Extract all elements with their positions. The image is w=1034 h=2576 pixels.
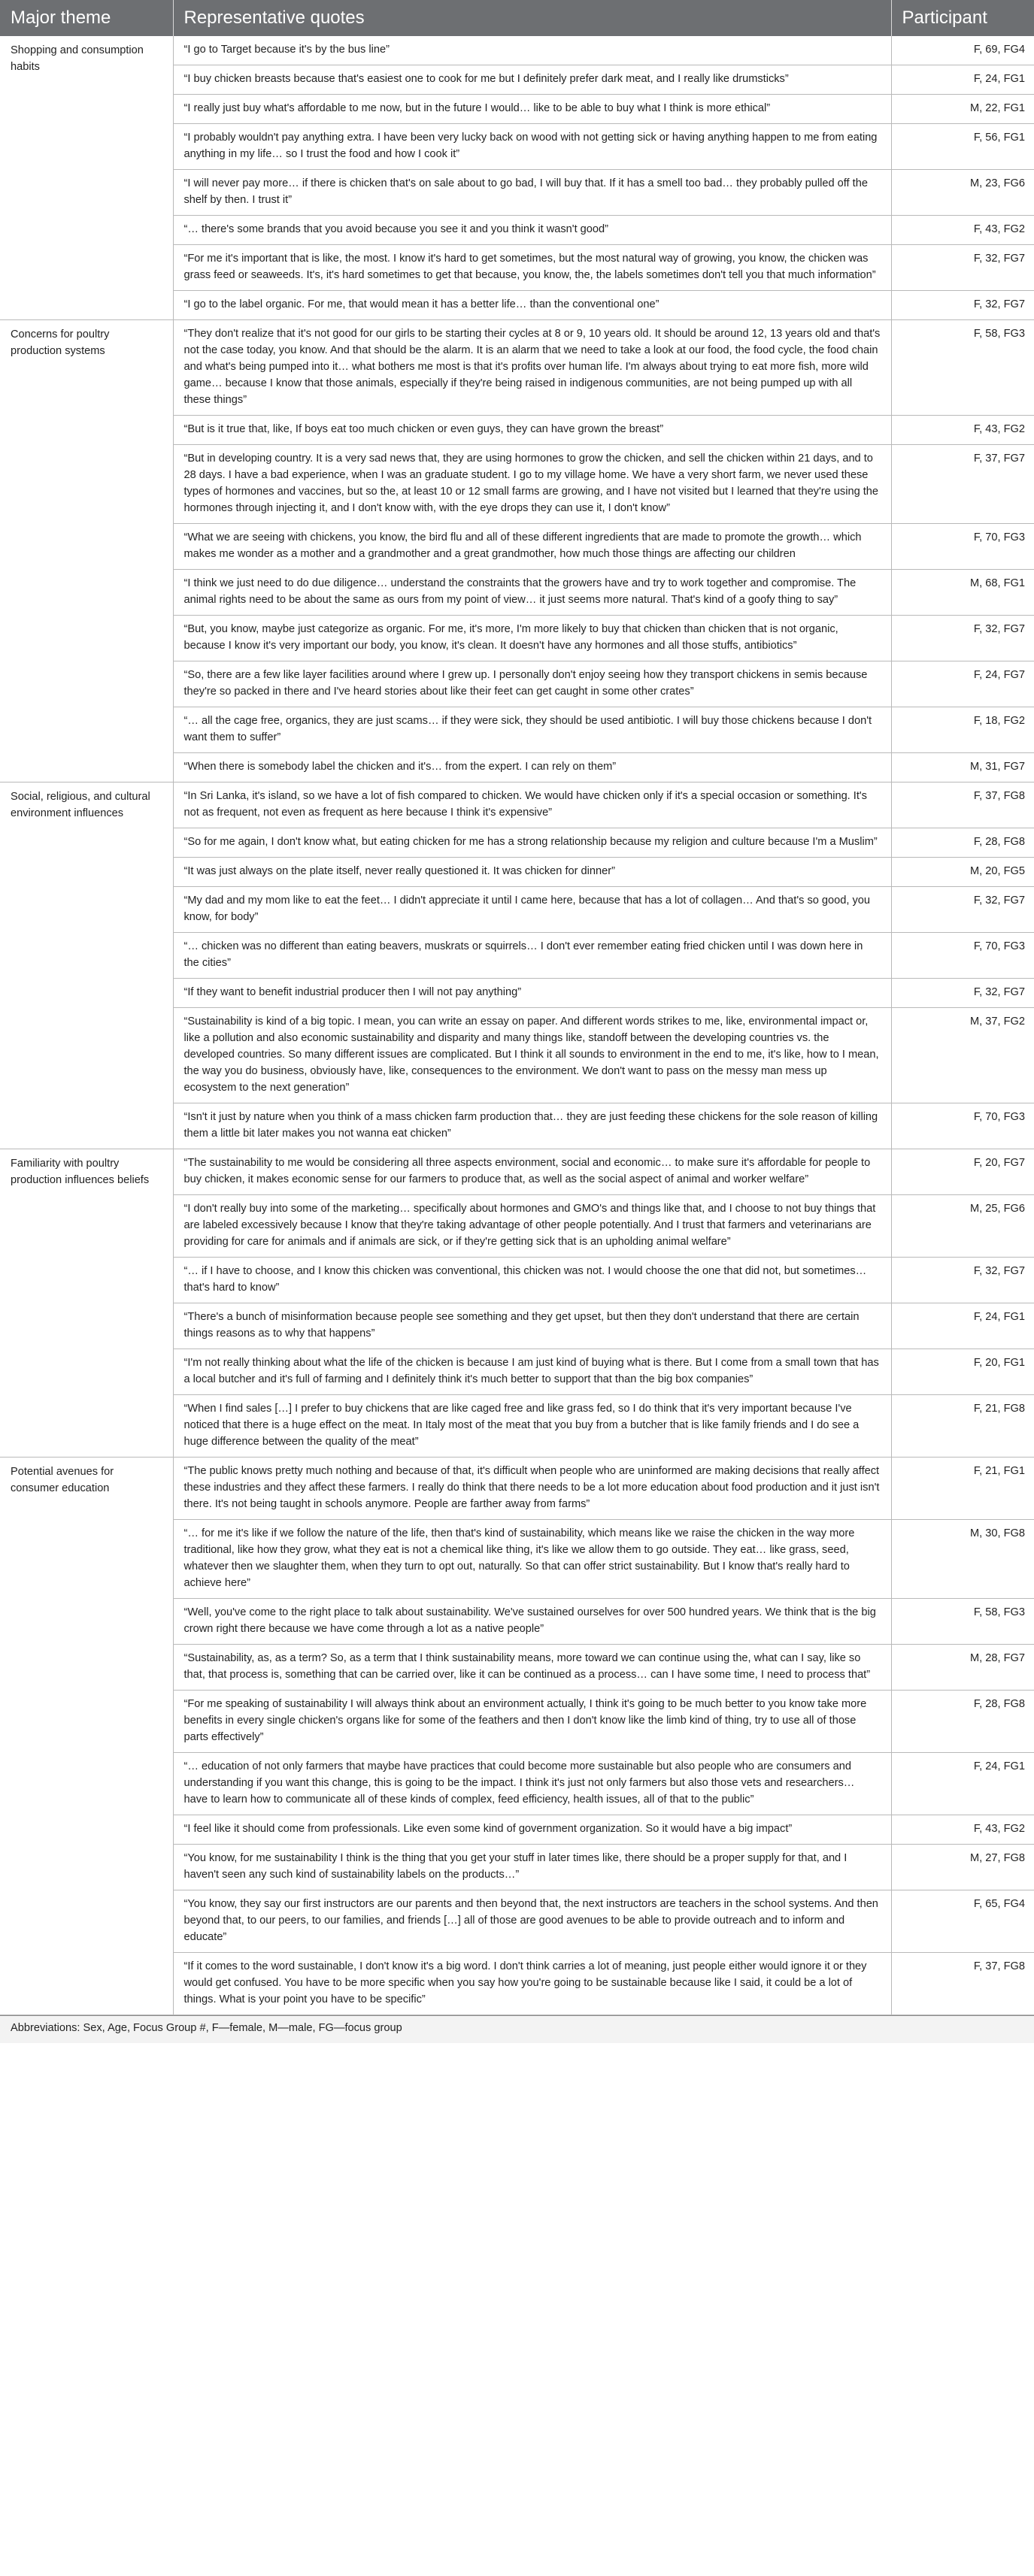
major-theme-cell: Shopping and consumption habits — [0, 36, 173, 320]
quote-cell: “But is it true that, like, If boys eat too much chicken or even guys, they can have grown the breast” — [173, 416, 891, 445]
participant-cell: M, 20, FG5 — [891, 858, 1034, 887]
quote-cell: “I go to the label organic. For me, that would mean it has a better life… than the conventional one” — [173, 291, 891, 320]
quote-cell: “My dad and my mom like to eat the feet… I didn't appreciate it until I came here, because that has a lot of collagen… And that's so good, you know, for body” — [173, 887, 891, 933]
quote-cell: “I feel like it should come from professionals. Like even some kind of government organization. So it would have a big impact” — [173, 1815, 891, 1845]
participant-cell: F, 43, FG2 — [891, 216, 1034, 245]
quote-cell: “When I find sales […] I prefer to buy chickens that are like caged free and like grass fed, so I do think that it's very important because I've noticed that there is a huge effect on the meat. In Italy most of the meat that you buy from a butcher that is like family friends and I do see a huge difference between the quality of the meat” — [173, 1395, 891, 1458]
participant-cell: F, 24, FG7 — [891, 661, 1034, 707]
table-header-row — [0, 0, 1034, 36]
participant-cell: F, 28, FG8 — [891, 1691, 1034, 1753]
quote-cell: “I really just buy what's affordable to me now, but in the future I would… like to be able to buy what I think is more ethical” — [173, 95, 891, 124]
participant-cell: F, 18, FG2 — [891, 707, 1034, 753]
participant-cell: F, 37, FG8 — [891, 1953, 1034, 2015]
participant-cell: F, 43, FG2 — [891, 1815, 1034, 1845]
participant-cell: F, 65, FG4 — [891, 1890, 1034, 1953]
quote-cell: “So for me again, I don't know what, but eating chicken for me has a strong relationship because my religion and culture because I'm a Muslim” — [173, 828, 891, 858]
participant-cell: M, 23, FG6 — [891, 170, 1034, 216]
quote-cell: “… all the cage free, organics, they are just scams… if they were sick, they should be used antibiotic. I will buy those chickens because I don't want them to suffer” — [173, 707, 891, 753]
quote-cell: “I don't really buy into some of the marketing… specifically about hormones and GMO's and things like that, and I choose to not buy things that are labeled excessively because I know that they're taking advantage of other people potentially. And I trust that farmers and veterinarians are providing for care for animals and if animals are sick, or if they're getting sick that is an upholding animal welfare” — [173, 1195, 891, 1258]
quote-cell: “… there's some brands that you avoid because you see it and you think it wasn't good” — [173, 216, 891, 245]
quote-cell: “There's a bunch of misinformation because people see something and they get upset, but then they don't understand that there are certain things reasons as to why that happens” — [173, 1303, 891, 1349]
major-theme-cell: Potential avenues for consumer education — [0, 1458, 173, 2015]
participant-cell: F, 37, FG8 — [891, 782, 1034, 828]
quote-cell: “The sustainability to me would be considering all three aspects environment, social and economic… to make sure it's affordable for people to buy chicken, it makes economic sense for our farmers to produce that, as well as the social aspect of animal and worker welfare” — [173, 1149, 891, 1195]
participant-cell: F, 32, FG7 — [891, 616, 1034, 661]
quote-cell: “Isn't it just by nature when you think of a mass chicken farm production that… they are just feeding these chickens for the sole reason of killing them a little bit later makes you not wanna eat chicken” — [173, 1103, 891, 1149]
table-row — [0, 1149, 1034, 1195]
participant-cell: F, 24, FG1 — [891, 1753, 1034, 1815]
participant-cell: F, 21, FG1 — [891, 1458, 1034, 1520]
major-theme-cell: Social, religious, and cultural environment influences — [0, 782, 173, 1149]
table-body — [0, 36, 1034, 2015]
participant-cell: M, 68, FG1 — [891, 570, 1034, 616]
participant-cell: F, 56, FG1 — [891, 124, 1034, 170]
participant-cell: M, 22, FG1 — [891, 95, 1034, 124]
quote-cell: “… education of not only farmers that maybe have practices that could become more sustainable but also people who are consumers and understanding if you want this change, this is going to be the impact. I think it's just not only farmers but also those vets and researchers… have to learn how to communicate all of these kinds of complex, feed efficiency, health issues, all of that to the public” — [173, 1753, 891, 1815]
quote-cell: “But, you know, maybe just categorize as organic. For me, it's more, I'm more likely to buy that chicken than chicken that is not organic, because I know it's very important our body, you know, it's clean. It doesn't have any hormones and all those stuffs, antibiotics” — [173, 616, 891, 661]
participant-cell: F, 24, FG1 — [891, 1303, 1034, 1349]
quote-cell: “… chicken was no different than eating beavers, muskrats or squirrels… I don't ever remember eating fried chicken until I was down here in the cities” — [173, 933, 891, 979]
quote-cell: “They don't realize that it's not good for our girls to be starting their cycles at 8 or 9, 10 years old. It should be around 12, 13 years old and that's not the case today, you know. And that should be the alarm. It is an alarm that we need to take a look at our food, the food cycle, the food chain and what's being pumped into it… what bothers me most is that it's profits over human life. I'm always about trying to eat more fish, more wild game… because I know that those animals, especially if they're being raised in indigenous communities, are not being pumped up with all these things” — [173, 320, 891, 416]
quote-cell: “If it comes to the word sustainable, I don't know it's a big word. I don't think carries a lot of meaning, just people either would ignore it or they would get confused. You have to be more specific when you say how you're going to be sustainable because like I said, it could be a lot of things. What is your point you have to be specific” — [173, 1953, 891, 2015]
participant-cell: F, 58, FG3 — [891, 320, 1034, 416]
quote-cell: “… for me it's like if we follow the nature of the life, then that's kind of sustainability, which means like we raise the chicken in the way more traditional, like how they grow, what they eat is not a chemical like thing, it's like we allow them to go outside. They eat… like grass, seed, whatever then we slaughter them, when they turn to opt out, naturally. So that can offer strict sustainability. But I know that's really hard to achieve here” — [173, 1520, 891, 1599]
quote-cell: “Sustainability, as, as a term? So, as a term that I think sustainability means, more toward we can continue using the, what can I say, like so that, that process is, something that can be carried over, like it can be continued as a process… can I have some time, I need to process that” — [173, 1645, 891, 1691]
quote-cell: “So, there are a few like layer facilities around where I grew up. I personally don't enjoy seeing how they transport chickens in semis because they're so packed in there and I've heard stories about like their feet can get caught in some other crates” — [173, 661, 891, 707]
quote-cell: “You know, for me sustainability I think is the thing that you get your stuff in later times like, there should be a proper supply for that, and I haven't seen any such kind of sustainability labels on the products…” — [173, 1845, 891, 1890]
quote-cell: “I go to Target because it's by the bus line” — [173, 36, 891, 65]
quote-cell: “But in developing country. It is a very sad news that, they are using hormones to grow the chicken, and sell the chicken within 21 days, and to 28 days. I have a bad experience, when I was an graduate student. I go to my village home. We have a very short farm, we never used these types of hormones and vaccines, but so the, at least 10 or 12 small farms are growing, and I have not visited but I learned that they're using the hormones through injecting it, and I don't know with, with the eye drops they can use it, I don't know” — [173, 445, 891, 524]
participant-cell: M, 31, FG7 — [891, 753, 1034, 782]
table-row — [0, 782, 1034, 828]
table-row — [0, 36, 1034, 65]
quote-cell: “The public knows pretty much nothing and because of that, it's difficult when people who are uninformed are making decisions that really affect these industries and they affect these farmers. I really do think that there needs to be a lot more education about food production and it just isn't there. It's not being taught in schools anymore. People are farther away from farms” — [173, 1458, 891, 1520]
quote-cell: “If they want to benefit industrial producer then I will not pay anything” — [173, 979, 891, 1008]
quote-cell: “I buy chicken breasts because that's easiest one to cook for me but I definitely prefer dark meat, and I really like drumsticks” — [173, 65, 891, 95]
participant-cell: F, 69, FG4 — [891, 36, 1034, 65]
quote-cell: “I will never pay more… if there is chicken that's on sale about to go bad, I will buy that. If it has a smell too bad… they probably pulled off the shelf by then. I trust it” — [173, 170, 891, 216]
participant-cell: M, 25, FG6 — [891, 1195, 1034, 1258]
participant-cell: F, 28, FG8 — [891, 828, 1034, 858]
major-theme-cell: Familiarity with poultry production influences beliefs — [0, 1149, 173, 1458]
participant-cell: F, 20, FG7 — [891, 1149, 1034, 1195]
quote-cell: “Well, you've come to the right place to talk about sustainability. We've sustained ourselves for over 500 hundred years. We think that is the big crown right there because we have come through a lot as a native people” — [173, 1599, 891, 1645]
participant-cell: M, 27, FG8 — [891, 1845, 1034, 1890]
quote-cell: “In Sri Lanka, it's island, so we have a lot of fish compared to chicken. We would have chicken only if it's a special occasion or something. It's not as frequent, not even as frequent as here because I think it's expensive” — [173, 782, 891, 828]
participant-cell: M, 37, FG2 — [891, 1008, 1034, 1103]
participant-cell: F, 32, FG7 — [891, 291, 1034, 320]
header-participant: Participant — [891, 0, 1034, 36]
header-representative-quotes: Representative quotes — [173, 0, 891, 36]
table-row — [0, 320, 1034, 416]
major-theme-cell: Concerns for poultry production systems — [0, 320, 173, 782]
quote-cell: “For me speaking of sustainability I will always think about an environment actually, I think it's going to be much better to you know take more benefits in every single chicken's organs like for some of the feathers and then I don't know like the limb kind of thing, try to use all of those parts effectively” — [173, 1691, 891, 1753]
table-footnote: Abbreviations: Sex, Age, Focus Group #, F—female, M—male, FG—focus group — [0, 2015, 1034, 2043]
participant-cell: F, 32, FG7 — [891, 1258, 1034, 1303]
table-row — [0, 1458, 1034, 1520]
participant-cell: F, 32, FG7 — [891, 245, 1034, 291]
participant-cell: F, 24, FG1 — [891, 65, 1034, 95]
participant-cell: F, 58, FG3 — [891, 1599, 1034, 1645]
participant-cell: F, 70, FG3 — [891, 524, 1034, 570]
participant-cell: F, 70, FG3 — [891, 1103, 1034, 1149]
quote-cell: “It was just always on the plate itself, never really questioned it. It was chicken for dinner” — [173, 858, 891, 887]
participant-cell: F, 43, FG2 — [891, 416, 1034, 445]
participant-cell: F, 21, FG8 — [891, 1395, 1034, 1458]
header-major-theme: Major theme — [0, 0, 173, 36]
participant-cell: F, 20, FG1 — [891, 1349, 1034, 1395]
quote-cell: “For me it's important that is like, the most. I know it's hard to get sometimes, but the most natural way of growing, you know, the chicken was grass feed or seaweeds. It's, it's hard sometimes to get that because, you know, the, the labels sometimes don't tell you that much information” — [173, 245, 891, 291]
quote-cell: “Sustainability is kind of a big topic. I mean, you can write an essay on paper. And different words strikes to me, like, environmental impact or, like a pollution and also economic sustainability and disparity and many things like, standoff between the developing countries vs. the developed countries. So many different issues are complicated. But I think it all sounds to environment in the end to me, it's like, how to I mean, the way you do business, obviously have, like, consequences to the environment. We don't want to pass on the messy man mess up ecosystem to the next generation” — [173, 1008, 891, 1103]
quote-cell: “You know, they say our first instructors are our parents and then beyond that, the next instructors are teachers in the school systems. And then beyond that, to our peers, to our families, and friends […] all of those are good avenues to be able to provide outreach and to inform and educate” — [173, 1890, 891, 1953]
participant-cell: F, 37, FG7 — [891, 445, 1034, 524]
participant-cell: F, 70, FG3 — [891, 933, 1034, 979]
participant-cell: M, 28, FG7 — [891, 1645, 1034, 1691]
quote-cell: “When there is somebody label the chicken and it's… from the expert. I can rely on them” — [173, 753, 891, 782]
participant-cell: M, 30, FG8 — [891, 1520, 1034, 1599]
quote-cell: “I'm not really thinking about what the life of the chicken is because I am just kind of buying what is there. But I come from a small town that has a local butcher and it's full of farming and I definitely think it's much better to support that than the big box companies” — [173, 1349, 891, 1395]
quote-cell: “I think we just need to do due diligence… understand the constraints that the growers have and try to work together and compromise. The animal rights need to be about the same as ours from my point of view… it just seems more natural. That's kind of a goofy thing to say” — [173, 570, 891, 616]
quote-cell: “What we are seeing with chickens, you know, the bird flu and all of these different ingredients that are made to promote the growth… which makes me wonder as a mother and a grandmother and a great grandmother, how much those things are affecting our children — [173, 524, 891, 570]
participant-cell: F, 32, FG7 — [891, 979, 1034, 1008]
quote-cell: “I probably wouldn't pay anything extra. I have been very lucky back on wood with not getting sick or having anything happen to me from eating anything in my life… so I trust the food and how I cook it” — [173, 124, 891, 170]
participant-cell: F, 32, FG7 — [891, 887, 1034, 933]
quote-cell: “… if I have to choose, and I know this chicken was conventional, this chicken was not. I would choose the one that did not, but sometimes… that's hard to know” — [173, 1258, 891, 1303]
